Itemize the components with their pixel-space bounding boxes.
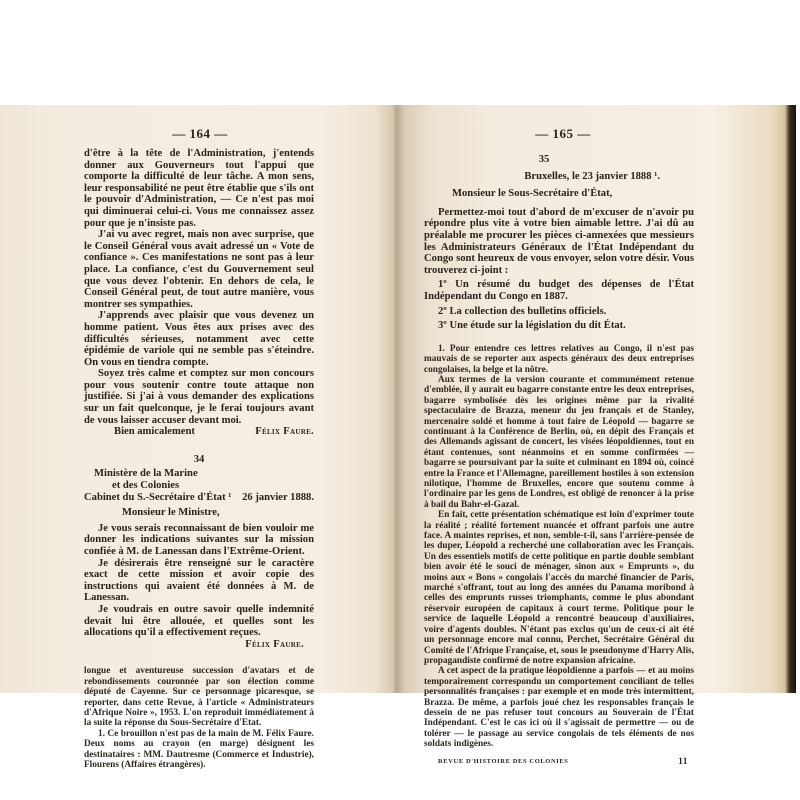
letter-35-number: 35: [538, 154, 550, 165]
footnote-1: 1. Ce brouillon n'est pas de la main de M. Félix Faure. Deux noms au crayon (en marge) désignent les destinataires : MM. Dautresme (Commerce et Industrie), Flourens (Affaires étrangères).: [84, 728, 314, 770]
letter-35-salutation: Monsieur le Sous-Secrétaire d'État,: [452, 188, 613, 200]
left-page: [0, 105, 394, 770]
book-spread: [0, 105, 796, 770]
page-number-165: — 165 —: [535, 126, 591, 141]
letter-34-signature: Félix Faure.: [245, 638, 304, 650]
letter-33-paragraph: Soyez très calme et comptez sur mon concours pour vous soutenir contre toute attaque non justifiée. Si j'ai à vous demander des explications sur un fait quelconque, je le ferai toujours avant de vous laisser accuser devant moi.: [84, 368, 314, 426]
letter-34-paragraph: Je vous serais reconnaissant de bien vouloir me donner les indications suivantes sur la mission confiée à M. de Lanessan dans l'Extrême-Orient.: [84, 522, 314, 557]
right-page: [398, 105, 790, 766]
running-footer: REVUE D'HISTOIRE DES COLONIES: [438, 757, 569, 765]
left-page-body: [84, 148, 314, 770]
letter-35-enum-item: 3º Une étude sur la législation du dit État.: [438, 320, 626, 332]
letter-33-paragraph: d'être à la tête de l'Administration, j'entends donner aux Gouverneurs tout l'appui que comporte la difficulté de leur tâche. A mon sens, leur responsabilité ne peut être établie que s'ils ont le pouvoir d'Administration, — Ce n'est pas moi qui diminuerai celui-ci. Vous me connaissez assez pour que je n'insiste pas.: [84, 148, 314, 229]
running-footer-row: [424, 756, 694, 768]
letter-33-paragraph: J'apprends avec plaisir que vous devenez un homme patient. Vous êtes aux prises avec des difficultés sérieuses, notamment avec cette épidémie de variole qui ne semble pas s'éteindre. On vous en tiendra compte.: [84, 310, 314, 368]
letter-34-sender-line: et des Colonies: [112, 480, 180, 492]
letter-34-heading: [84, 468, 314, 503]
page-number-164: — 164 —: [172, 126, 228, 141]
letter-34-sender-line: Cabinet du S.-Secrétaire d'État ¹: [84, 491, 232, 503]
letter-33-paragraph: J'ai vu avec regret, mais non avec surprise, que le Conseil Général vous avait adressé un « Vote de confiance ». Ces manifestations ne sont pas à leur place. La confiance, c'est du Gouvernement seul que vous devez l'obtenir. En dehors de cela, le Conseil Général peut, de tout autre manière, vous montrer ses sympathies.: [84, 229, 314, 310]
letter-34-paragraph: Je désirerais être renseigné sur le caractère exact de cette mission et avoir copie des instructions qui avaient été données à M. de Lanessan.: [84, 557, 314, 604]
left-footnotes: [84, 666, 314, 770]
letter-33-closing: Bien amicalement: [114, 426, 195, 438]
letter-35-place-date: Bruxelles, le 23 janvier 1888 ¹.: [524, 170, 660, 182]
letter-34-sender-date-row: [84, 492, 314, 504]
letter-34-sender-line: Ministère de la Marine: [94, 468, 198, 480]
footnote-continued: longue et aventureuse succession d'avatars et de rebondissements couronnée par son élection comme député de Cayenne. Sur ce personnage picaresque, se reporter, dans cette Revue, à l'article « Administrateurs d'Afrique Noire », 1953. L'on reproduit immédiatement à la suite la réponse du Sous-Secrétaire d'Etat.: [84, 666, 314, 729]
letter-35-enum-item: 1º Un résumé du budget des dépenses de l'État Indépendant du Congo en 1887.: [424, 279, 694, 302]
footnote-paragraph: En fait, cette présentation schématique est loin d'exprimer toute la réalité ; réalité fortement nuancée et offrant parfois une autre face. A maintes reprises, et non, semble-t-il, sans l'arrière-pensée de les duper, Léopold a recherché une collaboration avec les Français. Un des essentiels motifs de cette politique en partie double semblant bien avoir été le souci de ménager, sinon aux « Emprunts », du moins aux « Bons » congolais l'accès du marché financier de Paris, marché s'offrant, tout au long des années du Panama moribond à celles des emprunts russes triomphants, comme le plus abondant réservoir européen de capitaux à court terme. Politique pour le service de laquelle Léopold a rencontré beaucoup d'auxiliaires, voire d'agents doubles. N'étant pas exclus qu'un de ceux-ci ait été un personnage encore mal connu, Perchet, Secrétaire Général du Comité de l'Afrique Française, et, sous le pseudonyme d'Harry Alis, propagandiste confirmé de notre expansion africaine.: [424, 510, 694, 666]
letter-33-closing-row: [84, 426, 314, 438]
footnote-paragraph: 1. Pour entendre ces lettres relatives au Congo, il n'est pas mauvais de se reporter aux aspects généraux des deux entreprises congolaises, la belge et la nôtre.: [424, 343, 694, 375]
letter-35-enum-item: 2º La collection des bulletins officiels.: [438, 305, 607, 317]
footnote-paragraph: Aux termes de la version courante et communément retenue d'emblée, il y aurait eu bagarre constante entre les deux entreprises, bagarre symbolisée dès les origines même par la rivalité spectaculaire de Brazza, meneur du jeu français et de Stanley, mercenaire soldé et homme à tout faire de Léopold — bagarre se continuant à la Conférence de Berlin, où, en dépit des Français et des Allemands agissant de concert, les visées léopoldiennes, tout en étant contenues, sont néanmoins et en somme confirmées — bagarre se poursuivant par la suite et culminant en 1894 où, coincé entre la France et l'Allemagne, pareillement hostiles à son extension nilotique, l'homme de Bruxelles, encore que soutenu comme à l'ordinaire par les gens de Londres, est obligé de renoncer à la prise à bail du Bahr-el-Gazal.: [424, 374, 694, 510]
letter-33-signature: Félix Faure.: [255, 426, 314, 438]
right-page-body: [424, 148, 694, 767]
letter-34-date: 26 janvier 1888.: [242, 491, 314, 503]
letter-34-salutation: Monsieur le Ministre,: [122, 507, 220, 519]
letter-34-number: 34: [193, 453, 205, 465]
footnote-paragraph: A cet aspect de la pratique léopoldienne a parfois — et au moins temporairement correspondu un comportement conciliant de telles personnalités françaises : par exemple et en mode très intermittent, Brazza. De même, a parfois joué chez les responsables français le dessein de ne pas refuser tout concours au Souverain de l'État Indépendant. C'est le cas ici où il s'agissait de permettre — ou de tolérer — le passage au service congolais de tels éléments de nos soldats indigènes.: [424, 666, 694, 750]
signature-mark: 11: [678, 755, 688, 766]
right-footnotes: [424, 344, 694, 750]
letter-34-paragraph: Je voudrais en outre savoir quelle indemnité devait lui être allouée, et quelles sont les allocations qu'il a effectivement reçues.: [84, 603, 314, 639]
letter-35-paragraph: Permettez-moi tout d'abord de m'excuser de n'avoir pu répondre plus vite à votre bien aimable lettre. J'ai dû au préalable me procurer les pièces ci-annexées que messieurs les Administrateurs Généraux de l'État Indépendant du Congo sont heureux de vous envoyer, selon votre désir. Vous trouverez ci-joint :: [424, 206, 694, 276]
